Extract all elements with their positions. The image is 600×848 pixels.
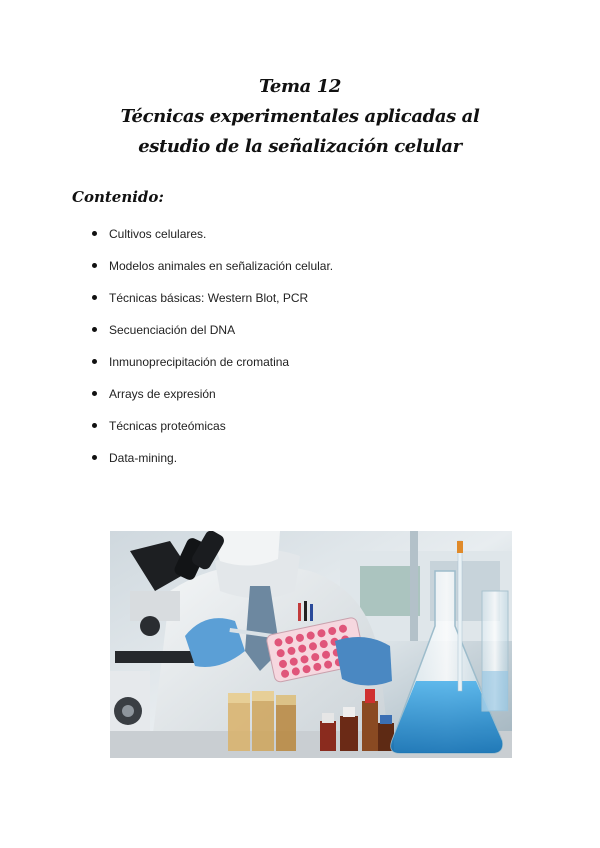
contents-heading: Contenido: xyxy=(72,188,164,206)
title-topic: Tema 12 xyxy=(258,76,341,97)
list-item-text: Inmunoprecipitación de cromatina xyxy=(109,355,290,369)
title-line-1: Técnicas experimentales aplicadas al xyxy=(120,106,480,127)
list-item xyxy=(92,354,333,386)
bullet-icon xyxy=(92,295,97,300)
list-item-text: Técnicas proteómicas xyxy=(109,419,226,433)
bullet-icon xyxy=(92,327,97,332)
list-item xyxy=(92,226,333,258)
bullet-icon xyxy=(92,391,97,396)
title-line-2: estudio de la señalización celular xyxy=(138,136,462,157)
bullet-icon xyxy=(92,455,97,460)
list-item xyxy=(92,322,333,354)
list-item-text: Modelos animales en señalización celular. xyxy=(109,259,334,273)
list-item-text: Secuenciación del DNA xyxy=(109,323,236,337)
title-block xyxy=(0,72,600,162)
list-item xyxy=(92,418,333,450)
list-item-text: Cultivos celulares. xyxy=(109,227,207,241)
bullet-icon xyxy=(92,263,97,268)
list-item xyxy=(92,290,333,322)
list-item-text: Arrays de expresión xyxy=(109,387,216,401)
list-item xyxy=(92,258,333,290)
bullet-icon xyxy=(92,423,97,428)
laboratory-photo xyxy=(110,531,512,758)
list-item-text: Data-mining. xyxy=(109,451,178,465)
bullet-icon xyxy=(92,359,97,364)
list-item xyxy=(92,450,333,482)
bullet-icon xyxy=(92,231,97,236)
list-item-text: Técnicas básicas: Western Blot, PCR xyxy=(109,291,309,305)
contents-list xyxy=(92,226,333,482)
list-item xyxy=(92,386,333,418)
